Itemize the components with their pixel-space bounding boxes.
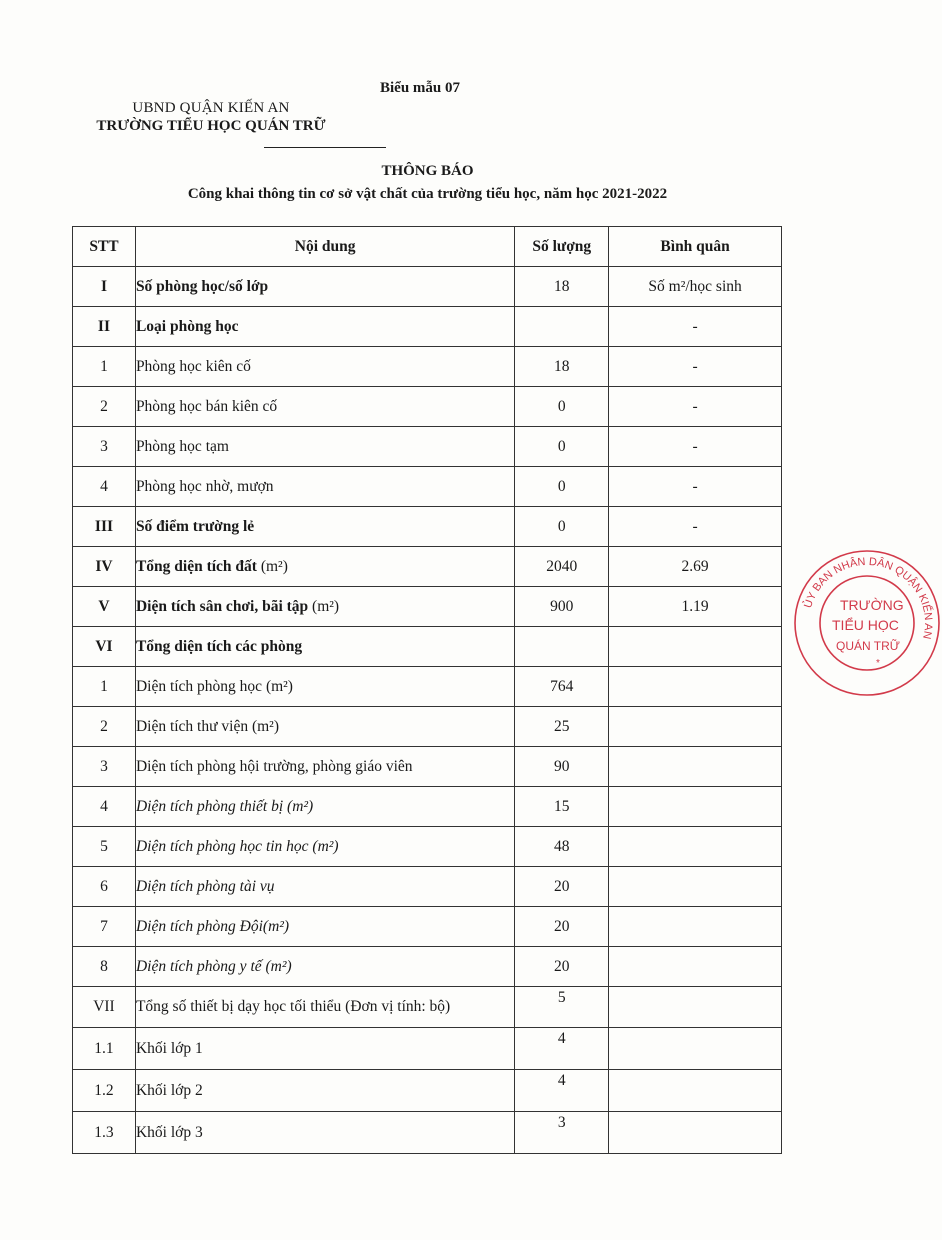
- cell-quantity: 0: [515, 427, 609, 467]
- cell-content-text: Phòng học nhờ, mượn: [135, 477, 274, 495]
- cell-quantity: 900: [515, 587, 609, 627]
- cell-stt: VI: [73, 627, 136, 667]
- cell-stt: 4: [73, 467, 136, 507]
- notice-subtitle: Công khai thông tin cơ sở vật chất của trường tiểu học, năm học 2021-2022: [187, 186, 668, 202]
- seal-line-2: TIỂU HỌC: [832, 617, 899, 633]
- authority-name: UBND QUẬN KIẾN AN: [132, 100, 290, 116]
- form-number: Biểu mẫu 07: [380, 80, 461, 96]
- cell-stt: 8: [73, 947, 136, 987]
- cell-content-text: Diện tích phòng thiết bị (m²): [135, 797, 314, 815]
- cell-stt: 1: [73, 347, 136, 387]
- cell-average: [609, 707, 782, 747]
- cell-content-text: Tổng số thiết bị dạy học tối thiểu (Đơn vị tính: bộ): [135, 998, 451, 1015]
- cell-average: [609, 947, 782, 987]
- cell-average: 2.69: [609, 547, 782, 587]
- cell-quantity: 0: [515, 467, 609, 507]
- table-row: [73, 1028, 782, 1070]
- table-row: [73, 347, 782, 387]
- cell-content-text: Diện tích thư viện (m²): [135, 717, 279, 735]
- cell-stt: 5: [73, 827, 136, 867]
- cell-stt: 2: [73, 387, 136, 427]
- cell-content: [135, 1112, 514, 1154]
- cell-average: [609, 787, 782, 827]
- seal-line-1: TRƯỜNG: [840, 597, 904, 613]
- cell-content: [135, 427, 514, 467]
- column-header-quantity: Số lượng: [515, 227, 609, 267]
- table-row: [73, 267, 782, 307]
- cell-content-text: Diện tích phòng y tế (m²): [135, 957, 292, 975]
- cell-quantity: 20: [515, 947, 609, 987]
- cell-quantity: 15: [515, 787, 609, 827]
- table-row: [73, 907, 782, 947]
- cell-quantity: 4: [515, 1028, 609, 1070]
- seal-star-icon: *: [876, 658, 880, 669]
- cell-average: [609, 627, 782, 667]
- cell-content-text: Số điểm trường lẻ: [135, 517, 255, 535]
- cell-stt: IV: [73, 547, 136, 587]
- cell-stt: 1.3: [73, 1112, 136, 1154]
- cell-content-text: Khối lớp 3: [135, 1123, 203, 1141]
- cell-content: [135, 1028, 514, 1070]
- cell-stt: V: [73, 587, 136, 627]
- table-row: [73, 387, 782, 427]
- table-row: [73, 467, 782, 507]
- cell-stt: II: [73, 307, 136, 347]
- cell-average: -: [609, 307, 782, 347]
- table-row: [73, 827, 782, 867]
- school-seal: [792, 548, 942, 698]
- cell-content: [135, 787, 514, 827]
- cell-content-text: Diện tích phòng hội trường, phòng giáo viên: [135, 757, 413, 775]
- cell-stt: 4: [73, 787, 136, 827]
- cell-content: [135, 907, 514, 947]
- cell-stt: 1: [73, 667, 136, 707]
- cell-stt: III: [73, 507, 136, 547]
- table-row: [73, 307, 782, 347]
- cell-stt: 1.1: [73, 1028, 136, 1070]
- table-row: [73, 867, 782, 907]
- cell-average: [609, 747, 782, 787]
- cell-content-text: Diện tích phòng học tin học (m²): [135, 837, 339, 855]
- table-row: [73, 587, 782, 627]
- school-name: TRƯỜNG TIỂU HỌC QUÁN TRỮ: [96, 118, 326, 134]
- cell-content: [135, 987, 514, 1028]
- column-header-stt: STT: [73, 227, 136, 267]
- cell-content: [135, 947, 514, 987]
- cell-average: [609, 827, 782, 867]
- cell-content-text: Số phòng học/số lớp: [135, 277, 269, 295]
- cell-average: -: [609, 507, 782, 547]
- table-row: [73, 507, 782, 547]
- cell-content: [135, 1070, 514, 1112]
- cell-content-unit: (m²): [308, 597, 340, 615]
- cell-quantity: 90: [515, 747, 609, 787]
- cell-average: [609, 1112, 782, 1154]
- table-row: [73, 747, 782, 787]
- cell-quantity: 25: [515, 707, 609, 747]
- cell-quantity: 20: [515, 907, 609, 947]
- cell-stt: 1.2: [73, 1070, 136, 1112]
- cell-content: [135, 307, 514, 347]
- cell-quantity: 48: [515, 827, 609, 867]
- cell-average: Số m²/học sinh: [609, 267, 782, 307]
- cell-quantity: 2040: [515, 547, 609, 587]
- cell-content-text: Phòng học kiên cố: [135, 357, 251, 375]
- cell-quantity: 5: [515, 987, 609, 1028]
- cell-average: -: [609, 347, 782, 387]
- table-row: [73, 707, 782, 747]
- cell-content: [135, 387, 514, 427]
- table-row: [73, 947, 782, 987]
- cell-average: -: [609, 387, 782, 427]
- cell-content: [135, 347, 514, 387]
- cell-average: [609, 867, 782, 907]
- table-row: [73, 1070, 782, 1112]
- table-row: [73, 667, 782, 707]
- cell-content-text: Diện tích sân chơi, bãi tập: [135, 597, 309, 615]
- seal-ring-text: ỦY BAN NHÂN DÂN QUẬN KIẾN AN: [802, 555, 935, 641]
- cell-average: -: [609, 427, 782, 467]
- cell-quantity: 764: [515, 667, 609, 707]
- cell-stt: 3: [73, 747, 136, 787]
- cell-quantity: 3: [515, 1112, 609, 1154]
- cell-stt: 3: [73, 427, 136, 467]
- cell-stt: 7: [73, 907, 136, 947]
- header-underline: [264, 147, 386, 148]
- cell-content-text: Phòng học bán kiên cố: [135, 397, 278, 415]
- cell-content: [135, 467, 514, 507]
- cell-quantity: 18: [515, 267, 609, 307]
- cell-quantity: 18: [515, 347, 609, 387]
- cell-content-unit: (m²): [256, 557, 288, 575]
- seal-line-3: QUÁN TRỮ: [836, 639, 901, 653]
- cell-content-text: Tổng diện tích đất: [135, 557, 257, 575]
- notice-title: THÔNG BÁO: [381, 163, 474, 179]
- cell-quantity: 20: [515, 867, 609, 907]
- cell-content: [135, 587, 514, 627]
- column-header-average: Bình quân: [609, 227, 782, 267]
- cell-content: [135, 507, 514, 547]
- cell-content-text: Loại phòng học: [135, 317, 239, 335]
- table-row: [73, 787, 782, 827]
- cell-content: [135, 867, 514, 907]
- cell-quantity: 0: [515, 507, 609, 547]
- cell-quantity: 0: [515, 387, 609, 427]
- cell-content: [135, 267, 514, 307]
- column-header-content: Nội dung: [135, 227, 514, 267]
- cell-stt: I: [73, 267, 136, 307]
- cell-average: [609, 1070, 782, 1112]
- cell-content-text: Khối lớp 1: [135, 1039, 203, 1057]
- cell-content: [135, 547, 514, 587]
- cell-quantity: 4: [515, 1070, 609, 1112]
- cell-quantity: [515, 627, 609, 667]
- cell-stt: 2: [73, 707, 136, 747]
- cell-content: [135, 707, 514, 747]
- cell-average: -: [609, 467, 782, 507]
- cell-stt: 6: [73, 867, 136, 907]
- table-row: [73, 627, 782, 667]
- issuing-organization: [80, 100, 342, 148]
- cell-content: [135, 667, 514, 707]
- cell-average: [609, 987, 782, 1028]
- cell-content: [135, 827, 514, 867]
- cell-content-text: Tổng diện tích các phòng: [135, 637, 303, 655]
- cell-content-text: Diện tích phòng tài vụ: [135, 877, 275, 895]
- cell-stt: VII: [73, 987, 136, 1028]
- cell-average: [609, 667, 782, 707]
- cell-average: [609, 1028, 782, 1070]
- cell-content-text: Phòng học tạm: [135, 437, 229, 455]
- table-row: [73, 427, 782, 467]
- cell-quantity: [515, 307, 609, 347]
- table-row: [73, 1112, 782, 1154]
- facilities-table: [72, 226, 782, 1154]
- cell-content: [135, 627, 514, 667]
- cell-content-text: Diện tích phòng Đội(m²): [135, 917, 290, 935]
- cell-content-text: Khối lớp 2: [135, 1081, 203, 1099]
- table-header-row: [73, 227, 782, 267]
- cell-content: [135, 747, 514, 787]
- table-row: [73, 987, 782, 1028]
- cell-content-text: Diện tích phòng học (m²): [135, 677, 293, 695]
- cell-average: 1.19: [609, 587, 782, 627]
- cell-average: [609, 907, 782, 947]
- table-row: [73, 547, 782, 587]
